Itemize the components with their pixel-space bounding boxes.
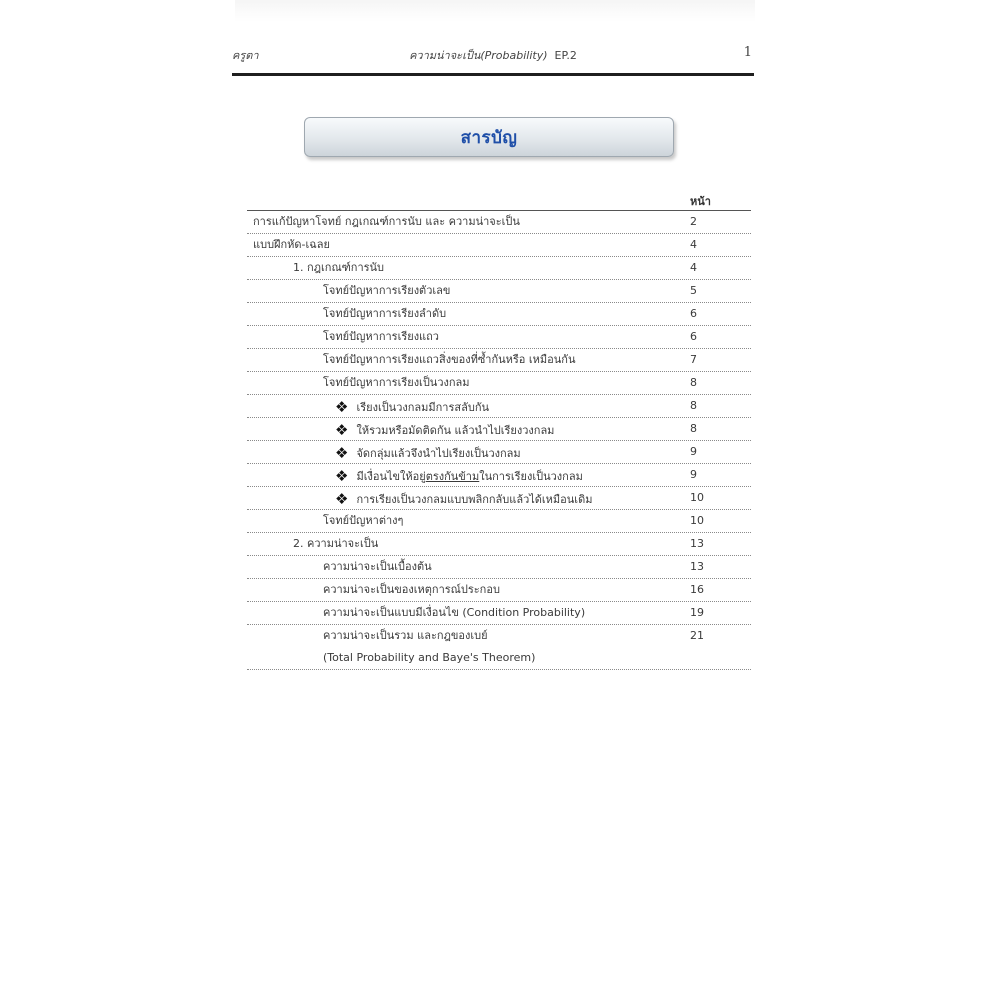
toc-entry-page: 5 bbox=[690, 284, 697, 297]
toc-row bbox=[247, 510, 751, 533]
header-title-paren: (Probability) bbox=[480, 49, 548, 62]
toc-entry-label bbox=[335, 487, 592, 511]
toc-entry-text: เรียงเป็นวงกลมมีการสลับกัน bbox=[356, 401, 490, 414]
toc-entry-page: 2 bbox=[690, 215, 697, 228]
toc-row bbox=[247, 533, 751, 556]
toc-entry-page: 6 bbox=[690, 330, 697, 343]
toc-entry-label: แบบฝึกหัด-เฉลย bbox=[253, 238, 330, 251]
toc-entry-text-c: ในการเรียงเป็นวงกลม bbox=[479, 470, 583, 483]
toc-row bbox=[247, 464, 751, 487]
toc-entry-page: 9 bbox=[690, 445, 697, 458]
header-author: ครูตา bbox=[232, 49, 259, 62]
page-header bbox=[232, 46, 754, 64]
four-diamond-bullet-icon: ❖ bbox=[335, 467, 349, 485]
toc-row bbox=[247, 602, 751, 625]
toc-row bbox=[247, 349, 751, 372]
toc-row bbox=[247, 210, 751, 234]
toc-entry-label: โจทย์ปัญหาการเรียงตัวเลข bbox=[323, 284, 451, 297]
toc-entry-page: 21 bbox=[690, 629, 704, 642]
toc-entry-page: 6 bbox=[690, 307, 697, 320]
toc-entry-label: โจทย์ปัญหาการเรียงแถวสิ่งของที่ซ้ำกันหรือ เหมือนกัน bbox=[323, 353, 576, 366]
toc-row bbox=[247, 487, 751, 510]
toc-row bbox=[247, 625, 751, 670]
header-rule bbox=[232, 73, 754, 76]
toc-entry-label: โจทย์ปัญหาการเรียงเป็นวงกลม bbox=[323, 376, 470, 389]
toc-entry-text: การเรียงเป็นวงกลมแบบพลิกกลับแล้วได้เหมือนเดิม bbox=[356, 493, 593, 506]
toc-entry-label: 2. ความน่าจะเป็น bbox=[293, 537, 379, 550]
toc-entry-label: โจทย์ปัญหาต่างๆ bbox=[323, 514, 404, 527]
toc-entry-label: โจทย์ปัญหาการเรียงลำดับ bbox=[323, 307, 447, 320]
toc-row bbox=[247, 395, 751, 418]
top-bleed-shadow bbox=[235, 0, 755, 22]
toc-title-box bbox=[304, 117, 674, 157]
toc-row bbox=[247, 257, 751, 280]
toc-entry-label bbox=[335, 441, 521, 465]
toc-entry-label: ความน่าจะเป็นของเหตุการณ์ประกอบ bbox=[323, 583, 500, 596]
toc-row bbox=[247, 372, 751, 395]
toc-entry-text-underlined: ตรงกันข้าม bbox=[425, 470, 480, 483]
four-diamond-bullet-icon: ❖ bbox=[335, 444, 349, 462]
toc-row bbox=[247, 556, 751, 579]
toc-entry-text: จัดกลุ่มแล้วจึงนำไปเรียงเป็นวงกลม bbox=[356, 447, 521, 460]
header-page-number: 1 bbox=[743, 45, 752, 60]
header-title bbox=[232, 46, 754, 64]
four-diamond-bullet-icon: ❖ bbox=[335, 421, 349, 439]
toc-entry-label: ความน่าจะเป็นแบบมีเงื่อนไข (Condition Probability) bbox=[323, 606, 586, 619]
toc-entry-page: 19 bbox=[690, 606, 704, 619]
four-diamond-bullet-icon: ❖ bbox=[335, 398, 349, 416]
toc-entry-page: 10 bbox=[690, 491, 704, 504]
toc-entry-page: 4 bbox=[690, 261, 697, 274]
toc-entry-label: การแก้ปัญหาโจทย์ กฎเกณฑ์การนับ และ ความน่าจะเป็น bbox=[253, 215, 520, 228]
toc-row bbox=[247, 441, 751, 464]
toc-entry-text-a: มีเงื่อนไขให้อยู่ bbox=[356, 470, 426, 483]
toc-entry-page: 13 bbox=[690, 560, 704, 573]
toc-entry-text: ให้รวมหรือมัดติดกัน แล้วนำไปเรียงวงกลม bbox=[356, 424, 555, 437]
page-column-label: หน้า bbox=[690, 195, 711, 208]
toc-entry-label-line2: (Total Probability and Baye's Theorem) bbox=[323, 651, 536, 664]
toc-row bbox=[247, 326, 751, 349]
toc-row bbox=[247, 579, 751, 602]
header-title-main: ความน่าจะเป็น bbox=[409, 49, 481, 62]
header-episode: EP.2 bbox=[554, 49, 577, 62]
toc-entry-page: 8 bbox=[690, 422, 697, 435]
toc-row bbox=[247, 418, 751, 441]
toc-row bbox=[247, 234, 751, 257]
toc-entry-label bbox=[335, 395, 489, 419]
toc-row bbox=[247, 303, 751, 326]
toc-entry-page: 8 bbox=[690, 376, 697, 389]
toc-entry-page: 8 bbox=[690, 399, 697, 412]
toc-entry-label bbox=[335, 418, 554, 442]
toc-entry-page: 7 bbox=[690, 353, 697, 366]
toc-entry-label bbox=[335, 464, 583, 488]
four-diamond-bullet-icon: ❖ bbox=[335, 490, 349, 508]
toc-entry-page: 16 bbox=[690, 583, 704, 596]
toc-title: สารบัญ bbox=[460, 127, 518, 148]
toc-entry-page: 4 bbox=[690, 238, 697, 251]
toc-entry-label: 1. กฎเกณฑ์การนับ bbox=[293, 261, 385, 274]
toc-entry-page: 9 bbox=[690, 468, 697, 481]
toc-row bbox=[247, 280, 751, 303]
toc-entry-page: 13 bbox=[690, 537, 704, 550]
toc-entry-label: ความน่าจะเป็นเบื้องต้น bbox=[323, 560, 432, 573]
table-of-contents bbox=[247, 210, 751, 670]
toc-entry-label: ความน่าจะเป็นรวม และกฎของเบย์ bbox=[323, 629, 488, 642]
toc-entry-page: 10 bbox=[690, 514, 704, 527]
toc-entry-label: โจทย์ปัญหาการเรียงแถว bbox=[323, 330, 439, 343]
